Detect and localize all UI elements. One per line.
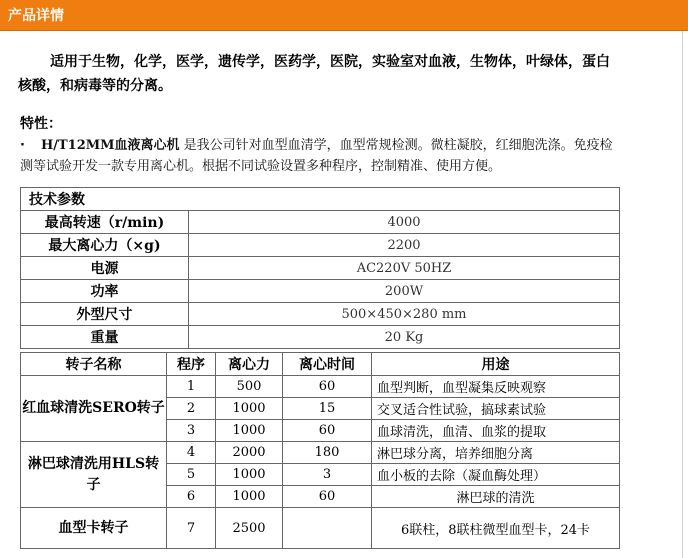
program-cell: 6 (167, 486, 216, 508)
spec-table-caption: 技术参数 (21, 188, 620, 211)
program-cell: 7 (167, 508, 216, 549)
program-cell: 5 (167, 464, 216, 486)
use-cell: 血小板的去除（凝血酶处理） (372, 464, 620, 486)
time-cell: 60 (283, 376, 372, 398)
force-cell: 1000 (216, 486, 283, 508)
spec-value: 200W (189, 280, 620, 303)
bullet: · (20, 138, 25, 153)
force-cell: 2500 (216, 508, 283, 549)
program-cell: 2 (167, 398, 216, 420)
spec-table (20, 187, 620, 349)
table-row (21, 303, 620, 326)
spec-value: AC220V 50HZ (189, 257, 620, 280)
features-title: 特性： (20, 116, 62, 132)
spec-value: 4000 (189, 211, 620, 234)
intro-paragraph: 适用于生物，化学，医学，遗传学，医药学，医院，实验室对血液，生物体，叶绿体，蛋白核酸，和病毒等的分离。 (18, 54, 610, 94)
rotor-name: 红血球清洗SERO转子 (21, 376, 167, 442)
spec-label: 重量 (21, 326, 189, 349)
force-cell: 1000 (216, 420, 283, 442)
use-cell: 淋巴球分离，培养细胞分离 (372, 442, 620, 464)
force-cell: 500 (216, 376, 283, 398)
program-cell: 4 (167, 442, 216, 464)
use-cell: 交叉适合性试验，搞球素试验 (372, 398, 620, 420)
features-paragraph (20, 135, 620, 177)
use-cell: 6联柱，8联柱微型血型卡，24卡 (372, 508, 620, 549)
time-cell: 60 (283, 486, 372, 508)
rotor-name: 血型卡转子 (21, 508, 167, 549)
spec-value: 2200 (189, 234, 620, 257)
use-cell: 血球清洗，血清、血浆的提取 (372, 420, 620, 442)
spec-label: 电源 (21, 257, 189, 280)
product-name: H/T12MM血液离心机 (40, 138, 180, 153)
column-header: 离心时间 (283, 353, 372, 376)
spec-label: 最高转速（r/min) (21, 211, 189, 234)
time-cell: 180 (283, 442, 372, 464)
time-cell: 60 (283, 420, 372, 442)
table-row (21, 211, 620, 234)
force-cell: 2000 (216, 442, 283, 464)
time-cell (283, 508, 372, 549)
spec-label: 功率 (21, 280, 189, 303)
table-row (21, 326, 620, 349)
column-header: 用途 (372, 353, 620, 376)
table-row (21, 508, 620, 549)
column-header: 程序 (167, 353, 216, 376)
features-text: 是我公司针对血型血清学，血型常规检测。微柱凝胶，红细胞洗涤。免疫检测等试验开发一款专用离心机。根据不同试验设置多种程序，控制精准、使用方便。 (20, 138, 613, 174)
table-row (21, 257, 620, 280)
rotor-table (20, 352, 620, 549)
force-cell: 1000 (216, 464, 283, 486)
table-header-row (21, 353, 620, 376)
table-row (21, 376, 620, 398)
divider (682, 31, 683, 558)
column-header: 离心力 (216, 353, 283, 376)
table-row (21, 234, 620, 257)
table-row (21, 442, 620, 464)
program-cell: 3 (167, 420, 216, 442)
use-cell: 淋巴球的清洗 (372, 486, 620, 508)
spec-value: 500×450×280 mm (189, 303, 620, 326)
time-cell: 3 (283, 464, 372, 486)
rotor-name: 淋巴球清洗用HLS转子 (21, 442, 167, 508)
header-bar (0, 0, 688, 31)
spec-value: 20 Kg (189, 326, 620, 349)
use-cell: 血型判断，血型凝集反映观察 (372, 376, 620, 398)
section-title: 产品详情 (8, 8, 64, 24)
time-cell: 15 (283, 398, 372, 420)
table-row (21, 280, 620, 303)
program-cell: 1 (167, 376, 216, 398)
spec-label: 最大离心力（×g) (21, 234, 189, 257)
force-cell: 1000 (216, 398, 283, 420)
spec-label: 外型尺寸 (21, 303, 189, 326)
column-header: 转子名称 (21, 353, 167, 376)
